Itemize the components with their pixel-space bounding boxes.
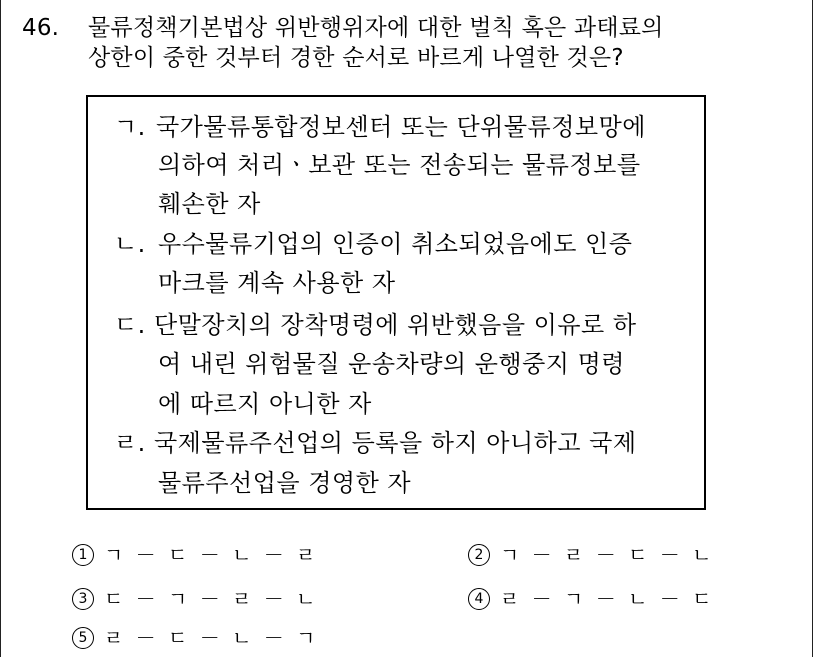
item-c-text-1: 단말장치의 장착명령에 위반했음을 이유로 하 <box>154 311 637 339</box>
option-1[interactable] <box>72 541 318 569</box>
option-4[interactable] <box>468 585 714 613</box>
item-a-text-1: 국가물류통합정보센터 또는 단위물류정보망에 <box>156 113 646 141</box>
page-border-left <box>0 0 1 657</box>
option-5-number: 5 <box>72 627 94 649</box>
item-b-marker: ㄴ. <box>114 230 146 258</box>
page-border-right <box>812 0 813 657</box>
item-d-text-2: 물류주선업을 경영한 자 <box>158 469 412 497</box>
item-a-line-1 <box>114 112 646 142</box>
item-c-text-2: 여 내린 위험물질 운송차량의 운행중지 명령 <box>158 350 625 378</box>
option-1-sequence: ㄱ － ㄷ － ㄴ － ㄹ <box>104 543 319 567</box>
option-3-sequence: ㄷ － ㄱ － ㄹ － ㄴ <box>104 587 319 611</box>
item-d-marker: ㄹ. <box>114 429 146 457</box>
option-3-number: 3 <box>72 588 94 610</box>
item-c-text-3: 에 따르지 아니한 자 <box>158 390 372 418</box>
question-number: 46. <box>22 15 60 41</box>
item-a-marker: ㄱ. <box>114 113 146 141</box>
option-2-number: 2 <box>468 544 490 566</box>
option-2[interactable] <box>468 541 714 569</box>
question-line-2: 상한이 중한 것부터 경한 순서로 바르게 나열한 것은? <box>88 45 624 71</box>
option-2-sequence: ㄱ － ㄹ － ㄷ － ㄴ <box>500 543 715 567</box>
item-a-text-2: 의하여 처리ㆍ보관 또는 전송되는 물류정보를 <box>158 151 641 179</box>
item-b-text-1: 우수물류기업의 인증이 취소되었음에도 인증 <box>158 230 633 258</box>
option-5-sequence: ㄹ － ㄷ － ㄴ － ㄱ <box>104 626 319 650</box>
item-d-text-1: 국제물류주선업의 등록을 하지 아니하고 국제 <box>154 429 637 457</box>
option-4-sequence: ㄹ － ㄱ － ㄴ － ㄷ <box>500 587 715 611</box>
item-b-line-1 <box>114 229 632 259</box>
option-5[interactable] <box>72 624 318 652</box>
item-a-text-3: 훼손한 자 <box>158 190 261 218</box>
question-text-1: 물류정책기본법상 위반행위자에 대한 벌칙 혹은 과태료의 <box>88 15 664 41</box>
item-c-marker: ㄷ. <box>114 311 146 339</box>
option-3[interactable] <box>72 585 318 613</box>
question-line-1 <box>22 14 664 42</box>
item-c-line-1 <box>114 310 637 340</box>
item-d-line-1 <box>114 428 637 458</box>
option-1-number: 1 <box>72 544 94 566</box>
option-4-number: 4 <box>468 588 490 610</box>
item-b-text-2: 마크를 계속 사용한 자 <box>158 269 396 297</box>
